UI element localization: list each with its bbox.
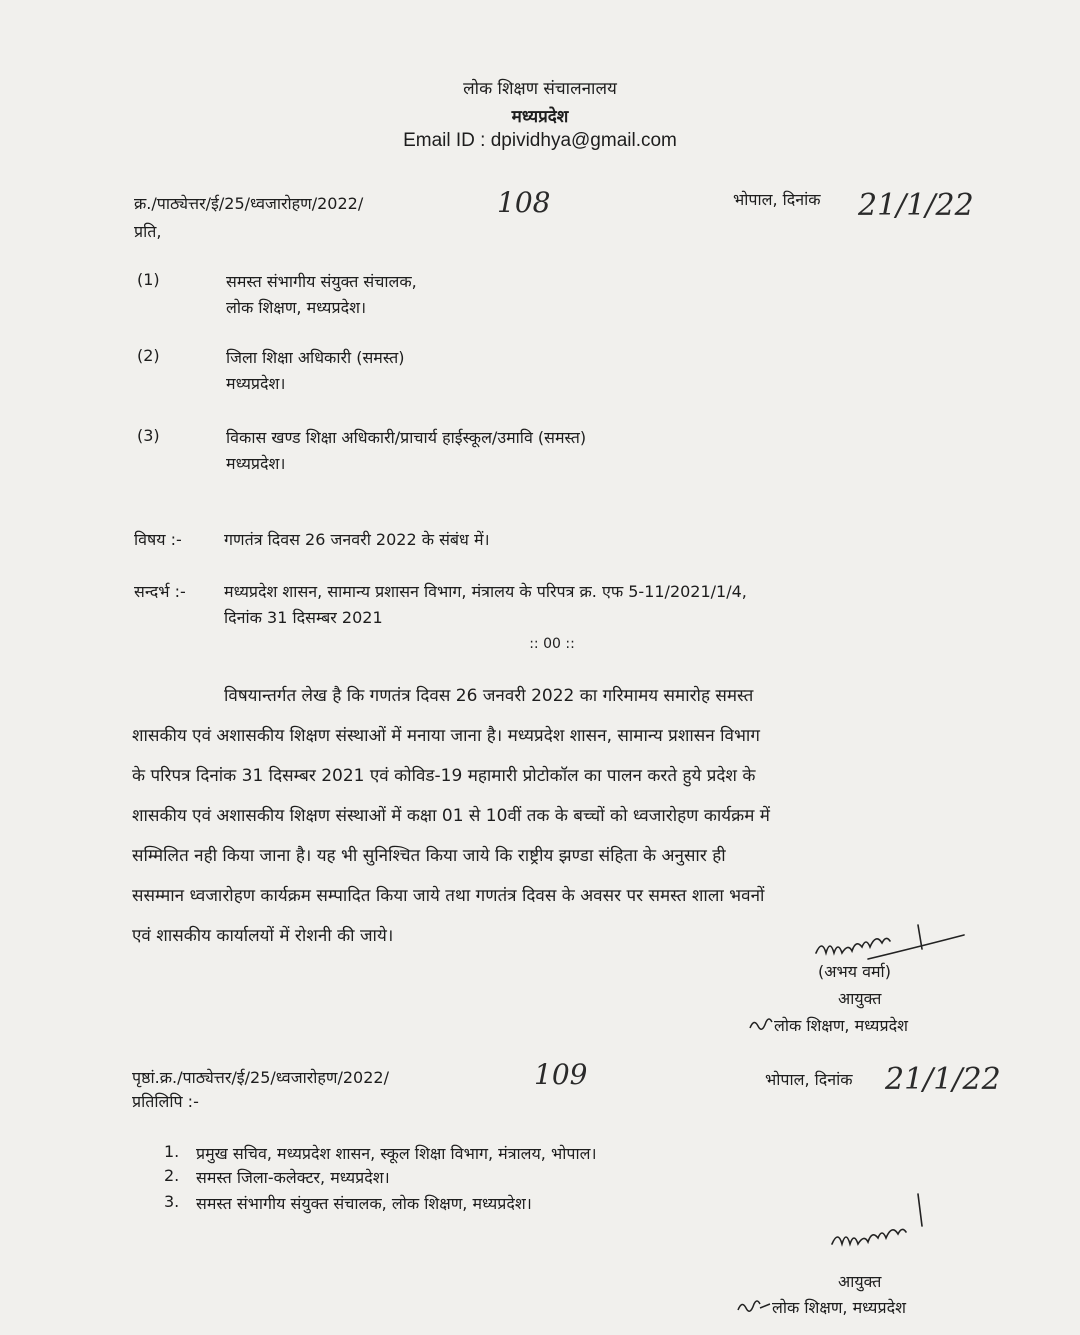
body-line: सम्मिलित नही किया जाना है। यह भी सुनिश्चित किया जाये कि राष्ट्रीय झण्डा संहिता के अनुसार ही bbox=[132, 846, 726, 866]
recipient-line: विकास खण्ड शिक्षा अधिकारी/प्राचार्य हाईस्कूल/उमावि (समस्त) bbox=[226, 428, 587, 447]
to-label: प्रति, bbox=[134, 222, 162, 241]
divider-mark: :: 00 :: bbox=[529, 636, 575, 652]
recipient-number: (2) bbox=[137, 346, 160, 365]
signatory-designation: आयुक्त bbox=[838, 1272, 882, 1291]
endorsement-place-date-label: भोपाल, दिनांक bbox=[765, 1070, 853, 1089]
copy-list-number: 2. bbox=[164, 1166, 180, 1185]
copy-label: प्रतिलिपि :- bbox=[132, 1092, 199, 1111]
recipient-line: जिला शिक्षा अधिकारी (समस्त) bbox=[226, 348, 405, 367]
body-line: के परिपत्र दिनांक 31 दिसम्बर 2021 एवं कोविड-19 महामारी प्रोटोकॉल का पालन करते हुये प्रदेश के bbox=[132, 766, 756, 786]
order-date-handwritten: 21/1/22 bbox=[858, 188, 974, 223]
signatory-office: लोक शिक्षण, मध्यप्रदेश bbox=[774, 1016, 908, 1035]
recipient-number: (3) bbox=[137, 426, 160, 445]
recipient-line: मध्यप्रदेश। bbox=[226, 374, 286, 393]
recipient-line: लोक शिक्षण, मध्यप्रदेश। bbox=[226, 298, 367, 317]
signatory-office: लोक शिक्षण, मध्यप्रदेश bbox=[772, 1298, 906, 1317]
copy-list-number: 1. bbox=[164, 1142, 180, 1161]
email-line: Email ID : dpividhya@gmail.com bbox=[403, 130, 677, 151]
endorsement-number-handwritten: 109 bbox=[534, 1058, 588, 1091]
endorsement-reference: पृष्ठां.क्र./पाठ्येत्तर/ई/25/ध्वजारोहण/2022/ bbox=[132, 1068, 389, 1087]
reference-line: मध्यप्रदेश शासन, सामान्य प्रशासन विभाग, मंत्रालय के परिपत्र क्र. एफ 5-11/2021/1/4, bbox=[224, 582, 747, 601]
initial-mark-icon bbox=[736, 1298, 772, 1316]
signatory-name: (अभय वर्मा) bbox=[818, 962, 891, 981]
office-title: लोक शिक्षण संचालनालय bbox=[463, 79, 617, 99]
initial-mark-icon bbox=[748, 1016, 774, 1034]
order-number-handwritten: 108 bbox=[497, 186, 551, 219]
state-title: मध्यप्रदेश bbox=[511, 107, 569, 127]
signatory-designation: आयुक्त bbox=[838, 989, 882, 1008]
signature-scribble bbox=[808, 915, 968, 965]
body-line: शासकीय एवं अशासकीय शिक्षण संस्थाओं में कक्षा 01 से 10वीं तक के बच्चों को ध्वजारोहण कार्यक्रम में bbox=[132, 806, 770, 826]
signature-scribble bbox=[826, 1188, 946, 1258]
recipient-number: (1) bbox=[137, 270, 160, 289]
reference-label: सन्दर्भ :- bbox=[134, 582, 186, 601]
order-place-date-label: भोपाल, दिनांक bbox=[733, 190, 821, 209]
body-line: एवं शासकीय कार्यालयों में रोशनी की जाये। bbox=[132, 926, 394, 946]
copy-list-item: समस्त संभागीय संयुक्त संचालक, लोक शिक्षण, मध्यप्रदेश। bbox=[196, 1194, 532, 1213]
endorsement-date-handwritten: 21/1/22 bbox=[885, 1062, 1001, 1097]
recipient-line: मध्यप्रदेश। bbox=[226, 454, 286, 473]
subject-label: विषय :- bbox=[134, 530, 182, 549]
reference-line: दिनांक 31 दिसम्बर 2021 bbox=[224, 608, 383, 627]
recipient-line: समस्त संभागीय संयुक्त संचालक, bbox=[226, 272, 417, 291]
body-paragraph bbox=[132, 676, 972, 956]
subject-text: गणतंत्र दिवस 26 जनवरी 2022 के संबंध में। bbox=[224, 530, 490, 549]
body-line: ससम्मान ध्वजारोहण कार्यक्रम सम्पादित किया जाये तथा गणतंत्र दिवस के अवसर पर समस्त शाला भवनों bbox=[132, 886, 765, 906]
order-reference: क्र./पाठ्येत्तर/ई/25/ध्वजारोहण/2022/ bbox=[134, 194, 364, 213]
copy-list-item: समस्त जिला-कलेक्टर, मध्यप्रदेश। bbox=[196, 1168, 390, 1187]
copy-list-item: प्रमुख सचिव, मध्यप्रदेश शासन, स्कूल शिक्षा विभाग, मंत्रालय, भोपाल। bbox=[196, 1144, 597, 1163]
body-line: शासकीय एवं अशासकीय शिक्षण संस्थाओं में मनाया जाना है। मध्यप्रदेश शासन, सामान्य प्रशासन विभाग bbox=[132, 726, 760, 746]
copy-list-number: 3. bbox=[164, 1192, 180, 1211]
body-line: विषयान्तर्गत लेख है कि गणतंत्र दिवस 26 जनवरी 2022 का गरिमामय समारोह समस्त bbox=[224, 686, 754, 706]
